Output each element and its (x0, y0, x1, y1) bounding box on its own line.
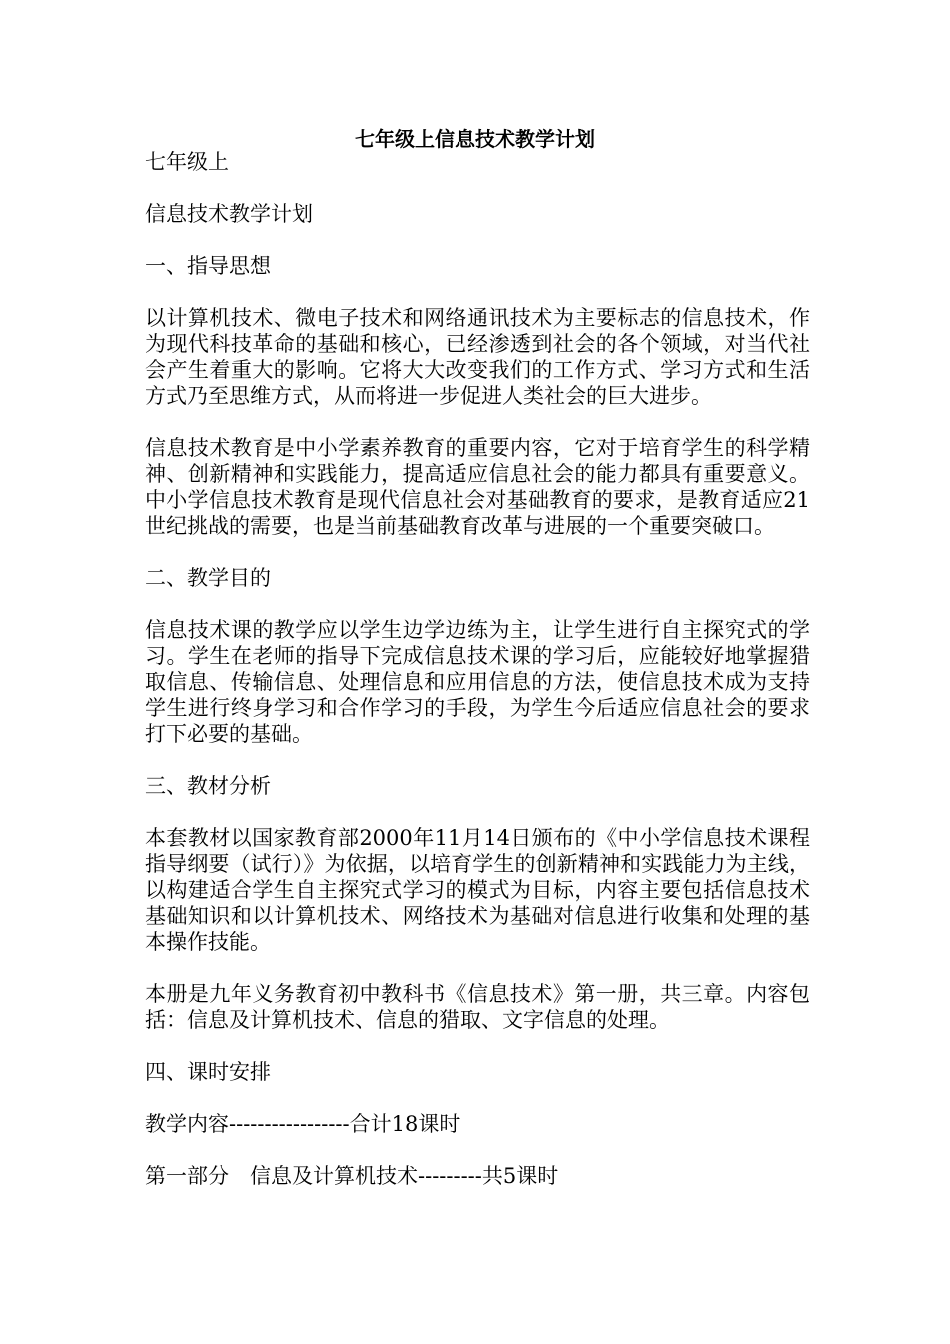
section-heading-textbook-analysis: 三、教材分析 (145, 774, 271, 798)
paragraph-teaching-purpose: 信息技术课的教学应以学生边学边练为主，让学生进行自主探究式的学习。学生在老师的指导下完成信息技术课的学习后，应能较好地掌握猎取信息、传输信息、处理信息和应用信息的方法，使信息技术成为支持学生进行终身学习和合作学习的手段，为学生今后适应信息社会的要求打下必要的基础。 (145, 618, 810, 746)
document-body (145, 149, 810, 1215)
paragraph-textbook-analysis-1: 本套教材以国家教育部2000年11月14日颁布的《中小学信息技术课程指导纲要（试行）》为依据，以培育学生的创新精神和实践能力为主线，以构建适合学生自主探究式学习的模式为目标，内容主要包括信息技术基础知识和以计算机技术、网络技术为基础对信息进行收集和处理的基本操作技能。 (145, 826, 810, 954)
section-heading-guiding-ideas: 一、指导思想 (145, 254, 271, 278)
plan-name-line: 信息技术教学计划 (145, 202, 313, 226)
paragraph-guiding-ideas-1: 以计算机技术、微电子技术和网络通讯技术为主要标志的信息技术，作为现代科技革命的基础和核心，已经渗透到社会的各个领域，对当代社会产生着重大的影响。它将大大改变我们的工作方式、学习方式和生活方式乃至思维方式，从而将进一步促进人类社会的巨大进步。 (145, 306, 810, 408)
paragraph-guiding-ideas-2: 信息技术教育是中小学素养教育的重要内容，它对于培育学生的科学精神、创新精神和实践能力，提高适应信息社会的能力都具有重要意义。中小学信息技术教育是现代信息社会对基础教育的要求，是教育适应21世纪挑战的需要，也是当前基础教育改革与进展的一个重要突破口。 (145, 436, 810, 538)
grade-line: 七年级上 (145, 150, 229, 174)
class-hours-total-line: 教学内容-----------------合计18课时 (145, 1112, 461, 1136)
class-hours-part-one-line: 第一部分 信息及计算机技术---------共5课时 (145, 1164, 559, 1188)
paragraph-textbook-analysis-2: 本册是九年义务教育初中教科书《信息技术》第一册，共三章。内容包括：信息及计算机技术、信息的猎取、文字信息的处理。 (145, 982, 810, 1032)
section-heading-teaching-purpose: 二、教学目的 (145, 566, 271, 590)
section-heading-class-hours: 四、课时安排 (145, 1060, 271, 1084)
document-title: 七年级上信息技术教学计划 (355, 127, 595, 151)
